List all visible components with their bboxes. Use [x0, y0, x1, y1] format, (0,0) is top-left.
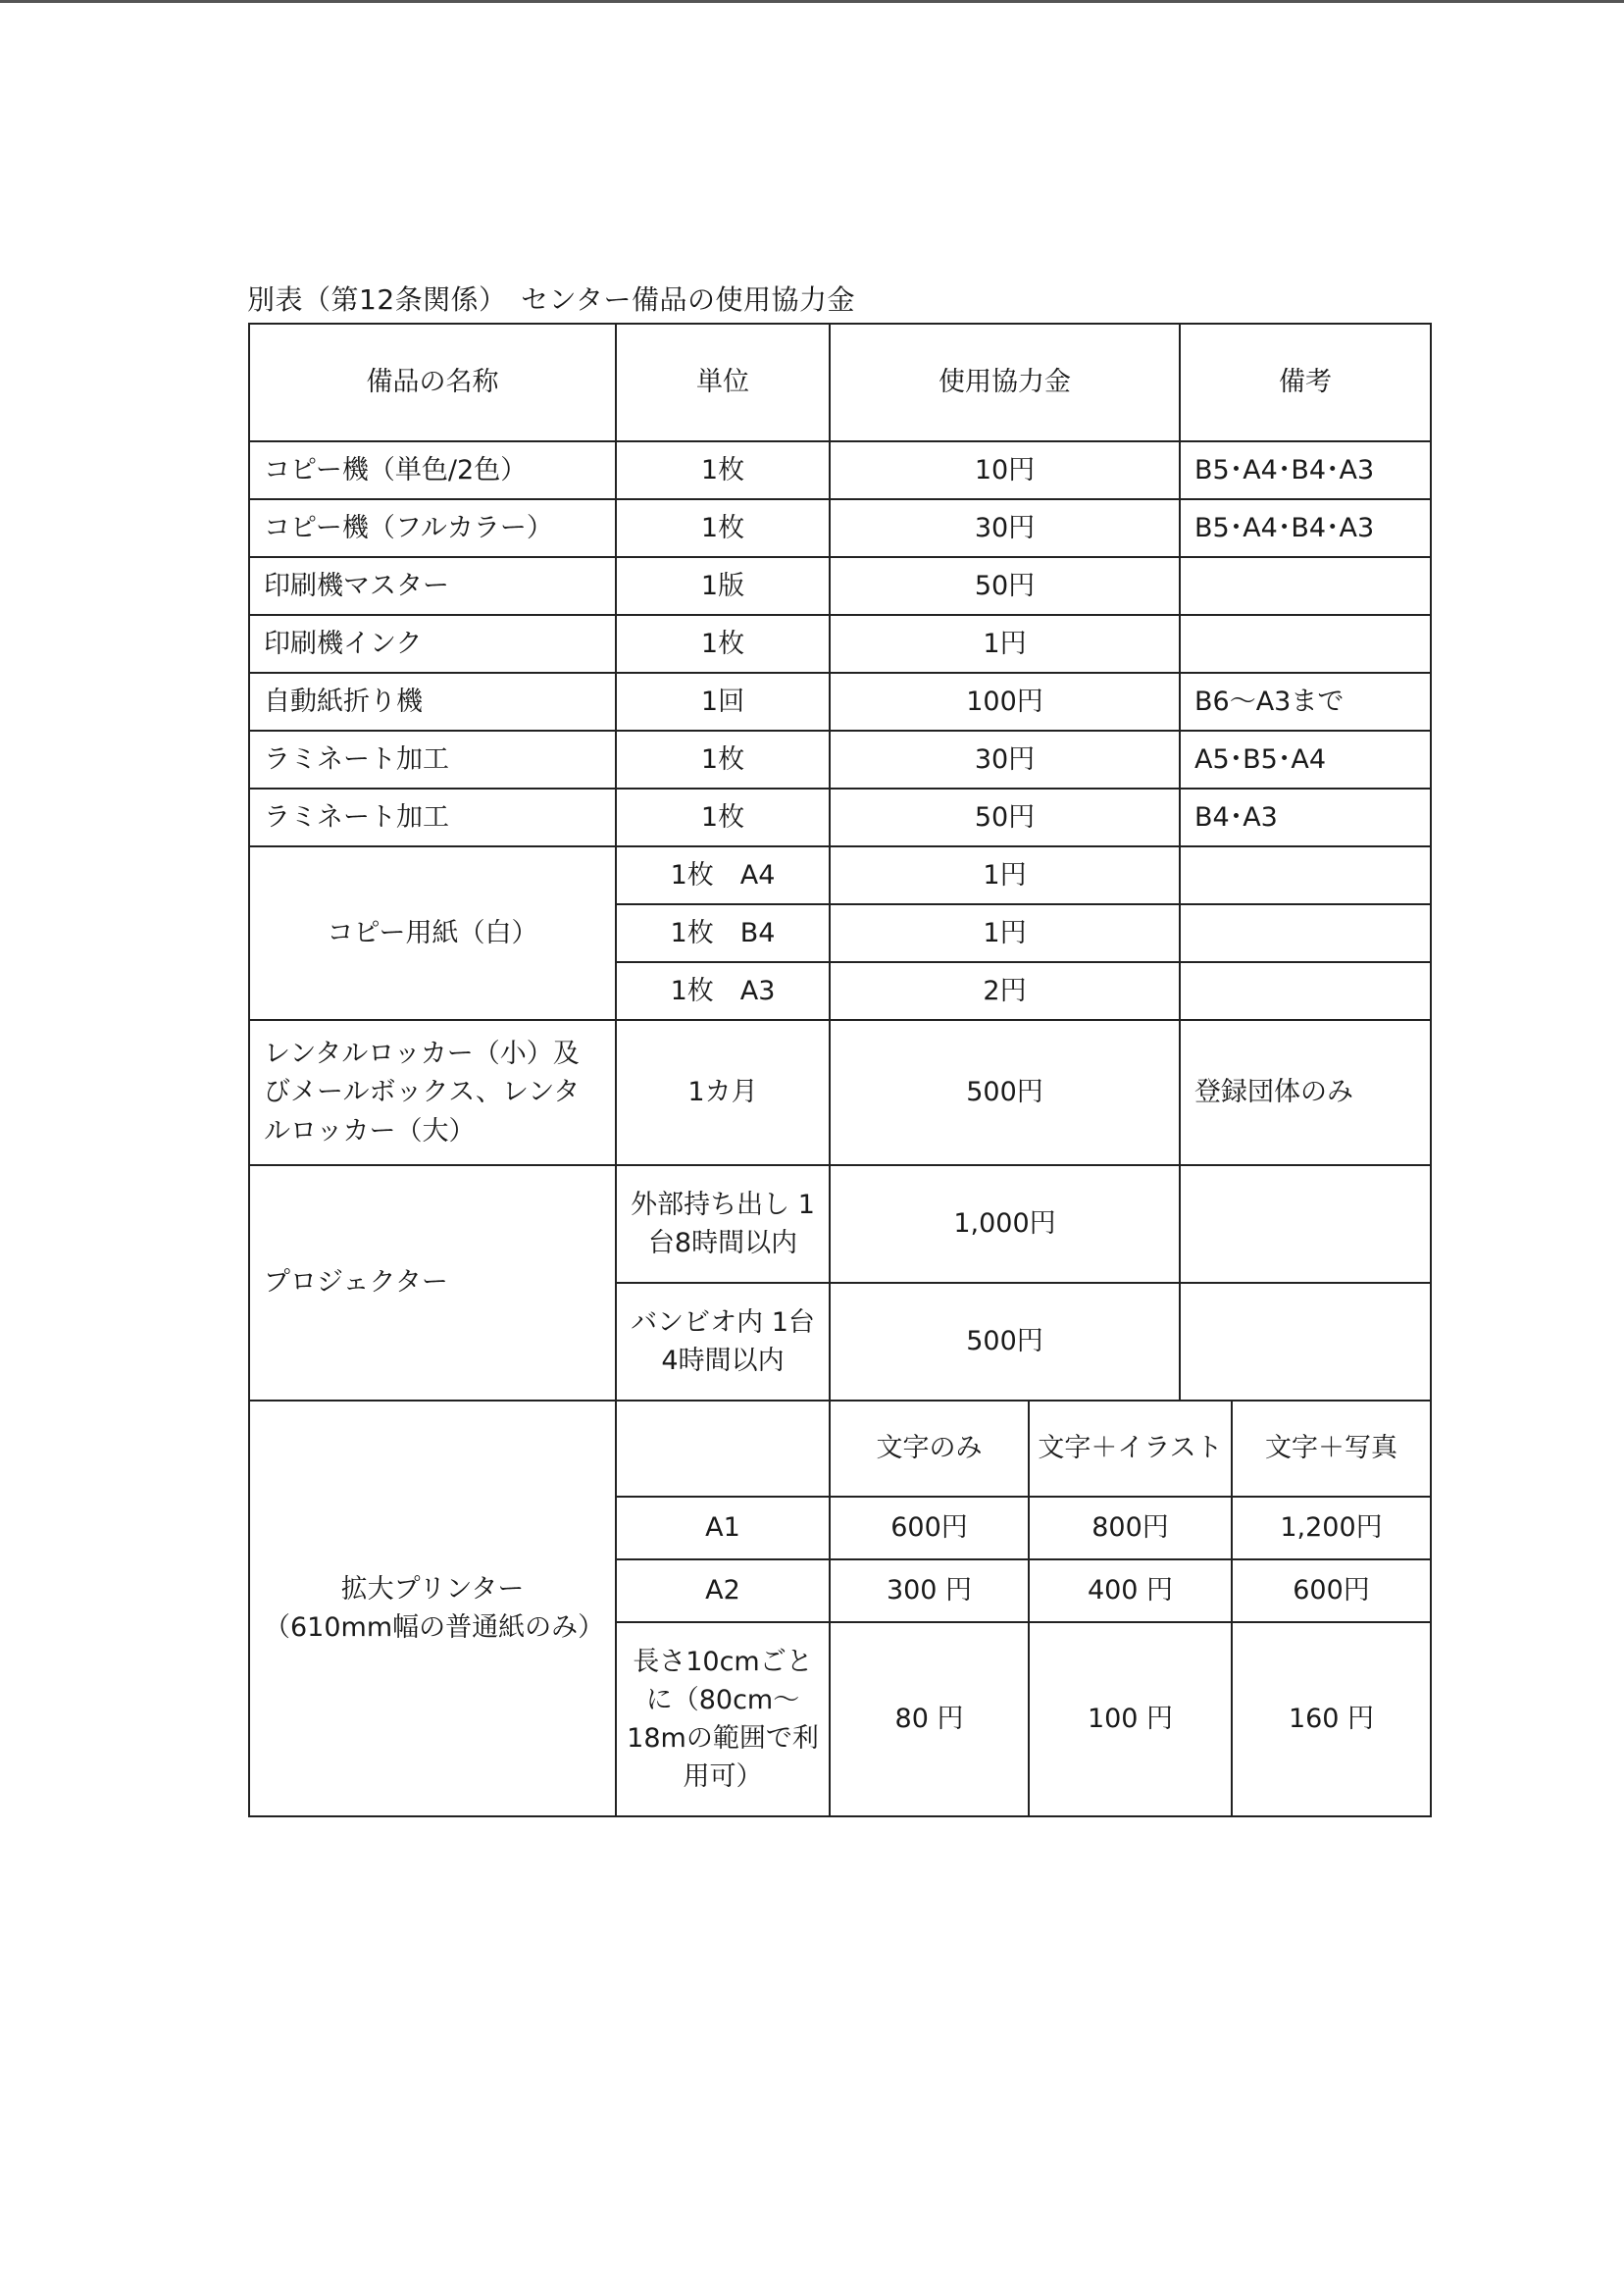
item-fee: 30円: [830, 499, 1180, 557]
table-row: [249, 441, 1431, 499]
item-unit: 1枚: [616, 615, 830, 673]
item-unit: 外部持ち出し 1台8時間以内: [616, 1165, 830, 1283]
item-fee: 2円: [830, 962, 1180, 1020]
item-fee: 1円: [830, 846, 1180, 904]
item-note: A5･B5･A4: [1180, 731, 1431, 789]
printer-name-cell: [249, 1401, 616, 1816]
item-note: B5･A4･B4･A3: [1180, 441, 1431, 499]
printer-name-sub: （610mm幅の普通紙のみ）: [264, 1612, 605, 1643]
item-note: B5･A4･B4･A3: [1180, 499, 1431, 557]
document-title: 別表（第12条関係） センター備品の使用協力金: [247, 283, 856, 316]
item-fee: 1円: [830, 615, 1180, 673]
item-name: 自動紙折り機: [249, 673, 616, 731]
item-fee: 10円: [830, 441, 1180, 499]
item-fee: 100円: [830, 673, 1180, 731]
item-unit: 1枚: [616, 789, 830, 846]
table-row: [249, 789, 1431, 846]
item-fee: 1円: [830, 904, 1180, 962]
table-row: [249, 557, 1431, 615]
printer-fee-text: 80 円: [830, 1622, 1029, 1816]
printer-col-header: [616, 1401, 830, 1497]
table-header-row: [249, 324, 1431, 441]
item-fee: 30円: [830, 731, 1180, 789]
item-unit: 1枚: [616, 441, 830, 499]
item-name: ラミネート加工: [249, 731, 616, 789]
printer-fee-illust: 800円: [1029, 1497, 1232, 1559]
item-name: コピー機（単色/2色）: [249, 441, 616, 499]
item-unit: 1枚 B4: [616, 904, 830, 962]
item-note: [1180, 1283, 1431, 1401]
item-unit: 1版: [616, 557, 830, 615]
item-note: 登録団体のみ: [1180, 1020, 1431, 1165]
table-row: [249, 1020, 1431, 1165]
printer-fee-photo: 160 円: [1232, 1622, 1431, 1816]
locker-name: レンタルロッカー（小）及びメールボックス、レンタルロッカー（大）: [249, 1020, 616, 1165]
item-note: [1180, 557, 1431, 615]
item-name: コピー機（フルカラー）: [249, 499, 616, 557]
projector-name: プロジェクター: [249, 1165, 616, 1401]
item-fee: 500円: [830, 1283, 1180, 1401]
fee-table: [248, 323, 1432, 1817]
item-unit: バンビオ内 1台4時間以内: [616, 1283, 830, 1401]
header-unit: 単位: [616, 324, 830, 441]
item-note: [1180, 615, 1431, 673]
header-fee: 使用協力金: [830, 324, 1180, 441]
table-row: [249, 615, 1431, 673]
printer-size: A2: [616, 1559, 830, 1622]
item-fee: 500円: [830, 1020, 1180, 1165]
item-unit: 1枚 A3: [616, 962, 830, 1020]
table-row: [249, 673, 1431, 731]
printer-header-row: [249, 1401, 1431, 1497]
copy-paper-name: コピー用紙（白）: [249, 846, 616, 1020]
printer-col-header: 文字のみ: [830, 1401, 1029, 1497]
table-row: [249, 846, 1431, 904]
printer-fee-photo: 600円: [1232, 1559, 1431, 1622]
item-fee: 50円: [830, 789, 1180, 846]
printer-col-header: 文字＋イラスト: [1029, 1401, 1232, 1497]
printer-fee-text: 300 円: [830, 1559, 1029, 1622]
item-note: [1180, 962, 1431, 1020]
printer-fee-illust: 100 円: [1029, 1622, 1232, 1816]
item-fee: 50円: [830, 557, 1180, 615]
item-name: 印刷機インク: [249, 615, 616, 673]
printer-name: 拡大プリンター: [340, 1573, 525, 1605]
item-name: 印刷機マスター: [249, 557, 616, 615]
item-unit: 1枚: [616, 731, 830, 789]
item-note: B6～A3まで: [1180, 673, 1431, 731]
item-unit: 1回: [616, 673, 830, 731]
table-row: [249, 1165, 1431, 1283]
item-note: B4･A3: [1180, 789, 1431, 846]
item-note: [1180, 904, 1431, 962]
printer-size: A1: [616, 1497, 830, 1559]
printer-size: 長さ10cmごとに（80cm～18mの範囲で利用可）: [616, 1622, 830, 1816]
item-note: [1180, 846, 1431, 904]
printer-fee-illust: 400 円: [1029, 1559, 1232, 1622]
printer-fee-photo: 1,200円: [1232, 1497, 1431, 1559]
item-note: [1180, 1165, 1431, 1283]
scan-edge: [0, 0, 1624, 3]
item-unit: 1枚 A4: [616, 846, 830, 904]
printer-col-header: 文字＋写真: [1232, 1401, 1431, 1497]
printer-fee-text: 600円: [830, 1497, 1029, 1559]
item-name: ラミネート加工: [249, 789, 616, 846]
table-row: [249, 499, 1431, 557]
item-unit: 1カ月: [616, 1020, 830, 1165]
header-note: 備考: [1180, 324, 1431, 441]
item-fee: 1,000円: [830, 1165, 1180, 1283]
header-name: 備品の名称: [249, 324, 616, 441]
table-row: [249, 731, 1431, 789]
item-unit: 1枚: [616, 499, 830, 557]
